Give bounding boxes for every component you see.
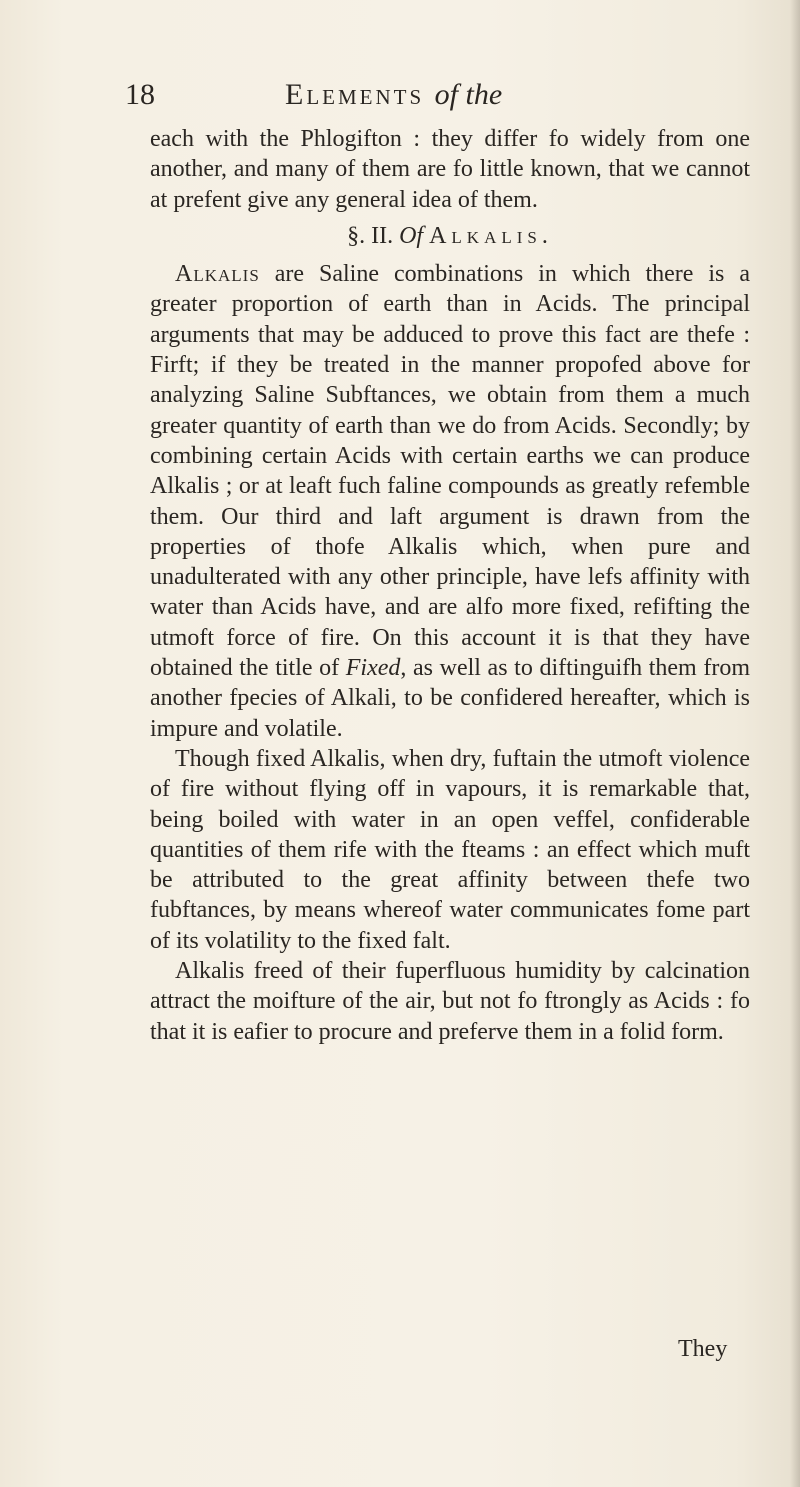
paragraph-alkalis-definition xyxy=(150,259,750,744)
running-title xyxy=(285,78,502,112)
paragraph-calcination: Alkalis freed of their fuperfluous humidity by calcination attract the moifture of the air, but not fo ftrongly as Acids : fo that it is eafier to procure and preferve them in a folid form. xyxy=(150,958,750,1045)
continued-paragraph: each with the Phlogifton : they differ fo widely from one another, and many of them are fo little known, that we cannot at prefent give any general idea of them. xyxy=(150,126,750,213)
page-number: 18 xyxy=(125,78,155,111)
catchword: They xyxy=(678,1336,728,1362)
fixed-term: Fixed xyxy=(345,655,401,682)
paragraph-text-a: are Saline combinations in which there is a greater proportion of earth than in Acids. The principal arguments that may be adduced to prove this fact are thefe : Firft; if they be treated in the manner propofed above for analyzing Saline Subftances, we obtain from them a much greater quantity of earth than we do from Acids. Secondly; by combining certain Acids with certain earths we can produce Alkalis ; or at leaft fuch faline compounds as greatly refemble them. Our third and laft argument is drawn from the properties of thofe Alkalis which, when pure and unadulterated with any other principle, have lefs affinity with water than Acids have, and are alfo more fixed, refifting the utmoft force of fire. On this account it is that they have obtained the title of xyxy=(150,261,750,682)
section-heading xyxy=(150,221,750,251)
page-edge-shadow xyxy=(790,0,800,1487)
paragraph-volatility: Though fixed Alkalis, when dry, fuftain the utmoft violence of fire without flying off in vapours, it is remarkable that, being boiled with water in an open veffel, confiderable quantities of them rife with the fteams : an effect which muft be attributed to the great affinity between thefe two fubftances, by means whereof water communicates fome part of its volatility to the fixed falt. xyxy=(150,745,750,954)
running-title-main: Elements xyxy=(285,78,425,111)
lead-word: Alkalis xyxy=(175,261,260,288)
section-number: §. II. xyxy=(347,222,394,249)
running-header xyxy=(125,78,745,118)
section-title: Alkalis. xyxy=(429,222,553,249)
running-title-italic: of the xyxy=(434,78,503,111)
body-text xyxy=(150,124,750,1047)
section-of: Of xyxy=(399,222,424,249)
paragraph-text-b: , as well as to diftinguifh them from another fpecies of Alkali, to be confidered hereafter, which is impure and volatile. xyxy=(150,655,750,742)
